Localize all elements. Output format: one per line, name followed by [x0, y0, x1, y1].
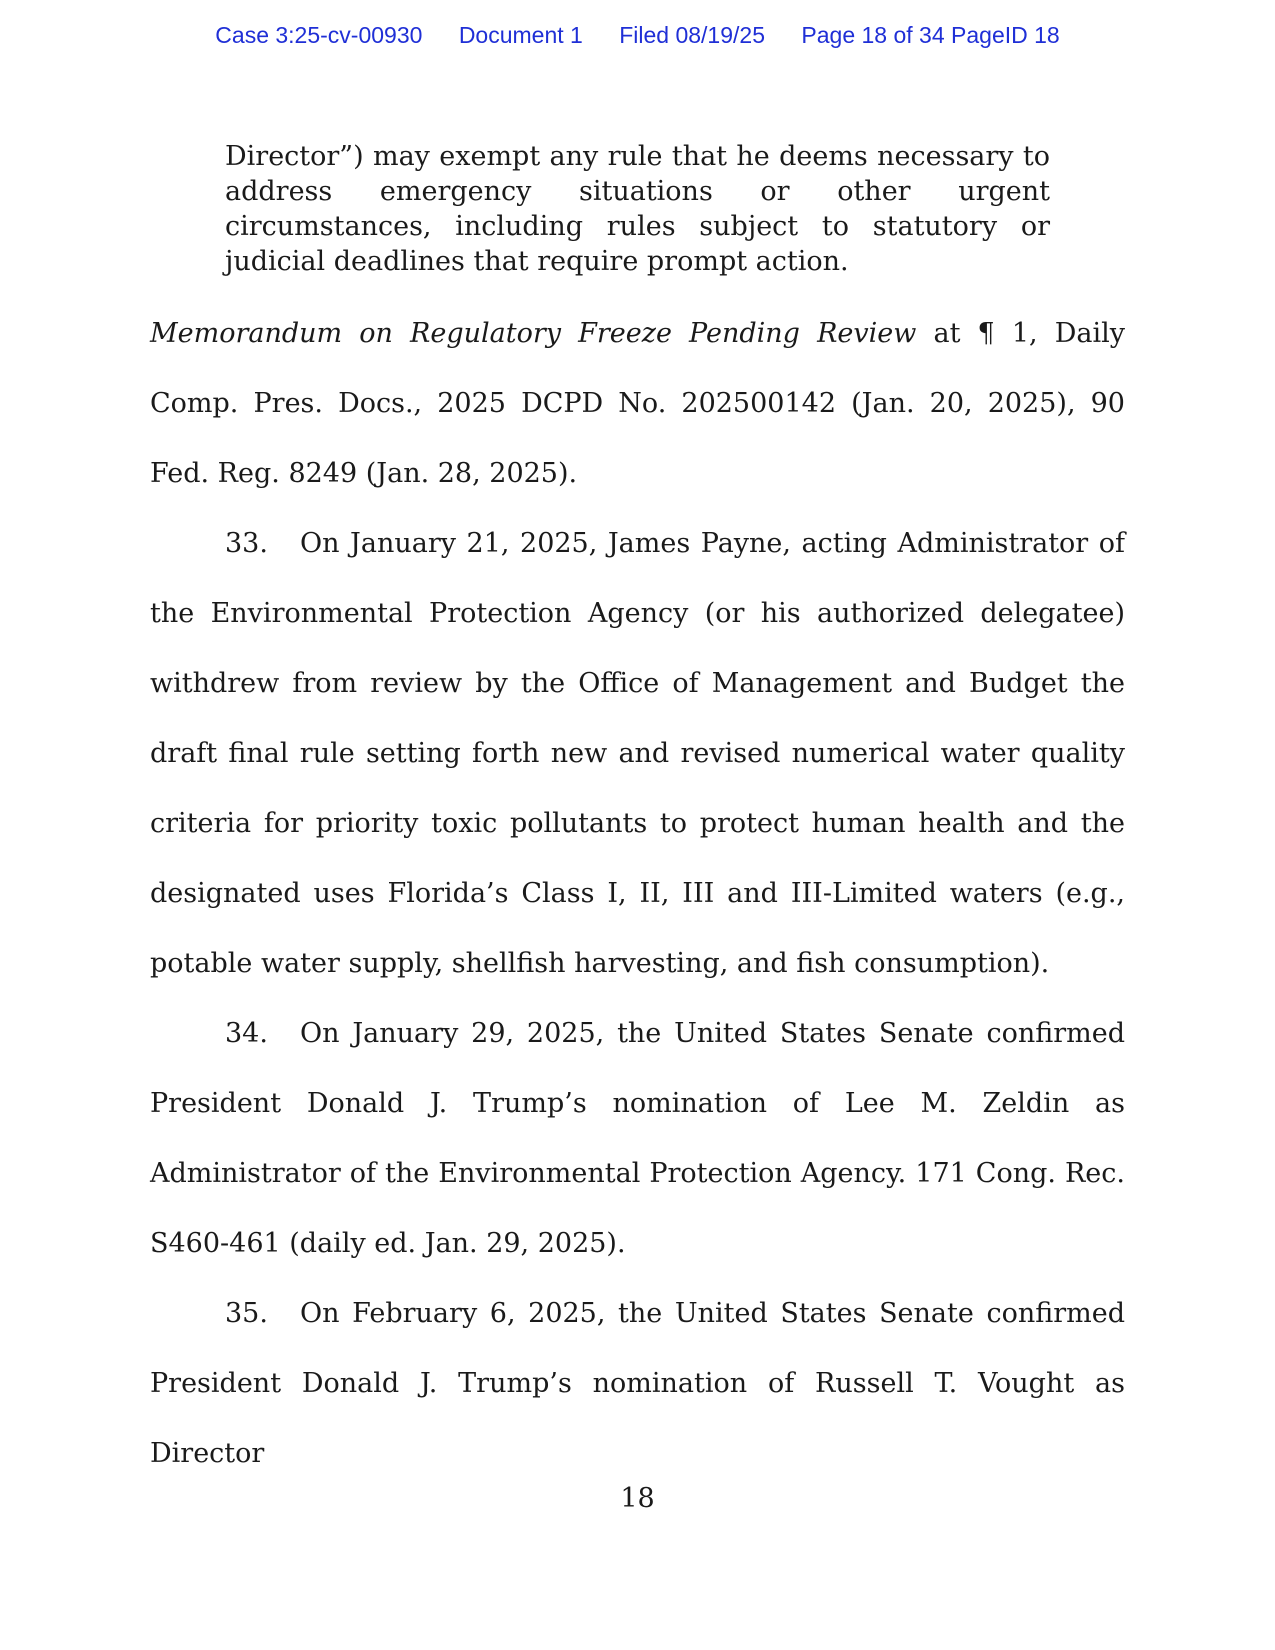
case-header [0, 22, 1275, 49]
page-number: 18 [620, 1483, 655, 1514]
citation [150, 299, 1125, 509]
citation-rest: at ¶ 1, Daily Comp. Pres. Docs., 2025 DCPD No. 202500142 (Jan. 20, 2025), 90 Fed. Reg. 8249 (Jan. 28, 2025). [150, 318, 1125, 489]
paragraph-text: On February 6, 2025, the United States Senate confirmed President Donald J. Trump’s nomination of Russell T. Vought as Director [150, 1298, 1125, 1469]
page-body [150, 139, 1125, 1489]
case-number: Case 3:25-cv-00930 [215, 22, 423, 48]
paragraph-35 [150, 1279, 1125, 1489]
filed-date: Filed 08/19/25 [619, 22, 765, 48]
paragraph-number: 35. [225, 1298, 268, 1329]
block-quote: Director”) may exempt any rule that he deems necessary to address emergency situations or other urgent circumstances, including rules subject to statutory or judicial deadlines that require prompt action. [225, 141, 1050, 277]
page-id: Page 18 of 34 PageID 18 [801, 22, 1060, 48]
paragraph-34 [150, 999, 1125, 1279]
paragraph-text: On January 21, 2025, James Payne, acting Administrator of the Environmental Protection Agency (or his authorized delegatee) withdrew from review by the Office of Management and Budget the draft final rule setting forth new and revised numerical water quality criteria for priority toxic pollutants to protect human health and the designated uses Florida’s Class I, II, III and III-Limited waters (e.g., potable water supply, shellfish harvesting, and fish consumption). [150, 528, 1125, 979]
citation-title: Memorandum on Regulatory Freeze Pending Review [150, 318, 917, 349]
paragraph-text: On January 29, 2025, the United States Senate confirmed President Donald J. Trump’s nomination of Lee M. Zeldin as Administrator of the Environmental Protection Agency. 171 Cong. Rec. S460-461 (daily ed. Jan. 29, 2025). [150, 1018, 1125, 1259]
paragraph-number: 34. [225, 1018, 268, 1049]
document-number: Document 1 [458, 22, 583, 48]
paragraph-33 [150, 509, 1125, 999]
paragraph-number: 33. [225, 528, 268, 559]
